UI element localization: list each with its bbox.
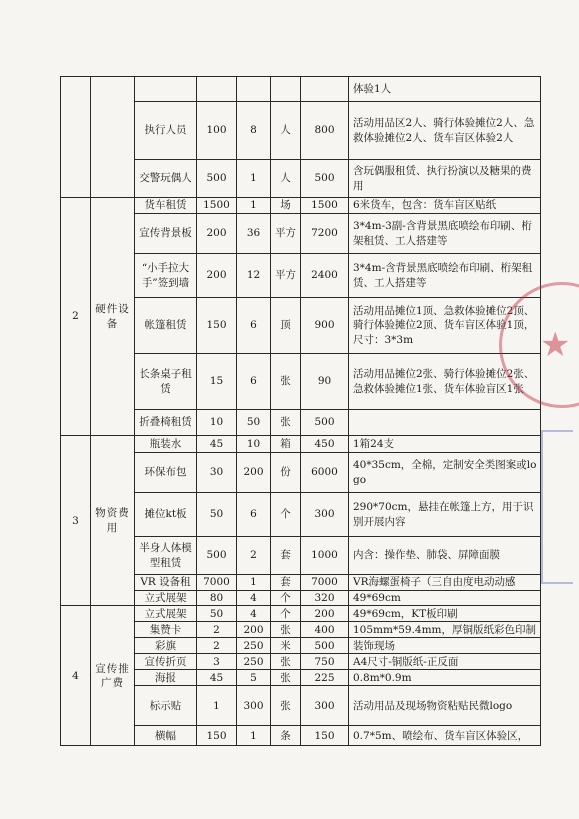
unit-cell: 人 — [271, 160, 301, 198]
unit-cell: 个 — [271, 606, 301, 622]
desc-cell: 含玩偶服租赁、执行扮演以及糖果的费用 — [349, 160, 541, 198]
qty-cell: 200 — [237, 453, 271, 493]
qty-cell: 6 — [237, 354, 271, 410]
item-cell: 标示贴 — [135, 686, 197, 726]
desc-cell: 活动用品摊位1顶、急救体验摊位2顶、骑行体验摊位2顶、货车盲区体验1顶，尺寸：3*3m — [349, 298, 541, 354]
price-cell: 80 — [197, 591, 237, 606]
unit-cell: 套 — [271, 575, 301, 591]
unit-cell: 场 — [271, 198, 301, 214]
item-cell: 宣传背景板 — [135, 214, 197, 254]
unit-cell: 张 — [271, 354, 301, 410]
unit-cell: 套 — [271, 537, 301, 575]
desc-cell: 装饰现场 — [349, 638, 541, 654]
unit-cell: 人 — [271, 102, 301, 160]
unit-cell: 米 — [271, 638, 301, 654]
total-cell: 500 — [301, 410, 349, 436]
price-cell: 500 — [197, 160, 237, 198]
total-cell: 750 — [301, 654, 349, 670]
category-cell: 物资费用 — [91, 436, 135, 606]
item-cell: 宣传折页 — [135, 654, 197, 670]
blue-stamp — [541, 430, 573, 584]
qty-cell: 250 — [237, 638, 271, 654]
desc-cell: 0.7*5m、喷绘布、货车盲区体验区， — [349, 726, 541, 746]
index-cell: 4 — [61, 606, 91, 746]
qty-cell: 10 — [237, 436, 271, 453]
total-cell: 320 — [301, 591, 349, 606]
unit-cell: 张 — [271, 686, 301, 726]
unit-cell: 平方 — [271, 254, 301, 298]
unit-cell: 张 — [271, 654, 301, 670]
qty-cell: 12 — [237, 254, 271, 298]
unit-cell: 张 — [271, 622, 301, 638]
total-cell: 200 — [301, 606, 349, 622]
total-cell: 500 — [301, 638, 349, 654]
item-cell: 摊位kt板 — [135, 493, 197, 537]
qty-cell: 1 — [237, 726, 271, 746]
item-cell — [135, 77, 197, 102]
index-cell — [61, 77, 91, 198]
table-row — [61, 606, 541, 622]
item-cell: 环保布包 — [135, 453, 197, 493]
qty-cell: 1 — [237, 198, 271, 214]
price-cell: 7000 — [197, 575, 237, 591]
total-cell: 400 — [301, 622, 349, 638]
item-cell: 立式展架 — [135, 591, 197, 606]
desc-cell: 活动用品摊位2张、骑行体验摊位2张、急救体验摊位1张、货车体验盲区1张 — [349, 354, 541, 410]
price-cell: 3 — [197, 654, 237, 670]
unit-cell: 顶 — [271, 298, 301, 354]
unit-cell: 个 — [271, 591, 301, 606]
price-cell: 200 — [197, 254, 237, 298]
desc-cell: 49*69cm，KT板印刷 — [349, 606, 541, 622]
item-cell: 瓶装水 — [135, 436, 197, 453]
qty-cell: 2 — [237, 537, 271, 575]
qty-cell: 4 — [237, 591, 271, 606]
total-cell — [301, 77, 349, 102]
total-cell: 6000 — [301, 453, 349, 493]
item-cell: 帐篷租赁 — [135, 298, 197, 354]
desc-cell: 6米货车，包含：货车盲区贴纸 — [349, 198, 541, 214]
total-cell: 800 — [301, 102, 349, 160]
desc-cell: 体验1人 — [349, 77, 541, 102]
item-cell: 交警玩偶人 — [135, 160, 197, 198]
qty-cell: 6 — [237, 298, 271, 354]
qty-cell: 4 — [237, 606, 271, 622]
item-cell: 折叠椅租赁 — [135, 410, 197, 436]
item-cell: 立式展架 — [135, 606, 197, 622]
item-cell: “小手拉大手”签到墙 — [135, 254, 197, 298]
desc-cell: 40*35cm，全棉，定制安全类图案或logo — [349, 453, 541, 493]
qty-cell: 8 — [237, 102, 271, 160]
category-cell: 硬件设备 — [91, 198, 135, 436]
unit-cell: 张 — [271, 670, 301, 686]
qty-cell: 1 — [237, 575, 271, 591]
total-cell: 150 — [301, 726, 349, 746]
desc-cell: 内含：操作垫、肺袋、屏障面膜 — [349, 537, 541, 575]
price-cell: 1500 — [197, 198, 237, 214]
table-row — [61, 77, 541, 102]
unit-cell: 张 — [271, 410, 301, 436]
qty-cell: 300 — [237, 686, 271, 726]
price-cell: 10 — [197, 410, 237, 436]
total-cell: 7200 — [301, 214, 349, 254]
unit-cell — [271, 77, 301, 102]
price-cell: 45 — [197, 670, 237, 686]
total-cell: 300 — [301, 686, 349, 726]
qty-cell: 5 — [237, 670, 271, 686]
desc-cell: 1箱24支 — [349, 436, 541, 453]
qty-cell: 6 — [237, 493, 271, 537]
budget-table — [60, 76, 541, 746]
price-cell: 100 — [197, 102, 237, 160]
qty-cell — [237, 77, 271, 102]
desc-cell: 3*4m-3副-含背景黑底喷绘布印刷、桁架租赁、工人搭建等 — [349, 214, 541, 254]
total-cell: 450 — [301, 436, 349, 453]
price-cell: 150 — [197, 726, 237, 746]
table-row — [61, 436, 541, 453]
total-cell: 500 — [301, 160, 349, 198]
index-cell: 3 — [61, 436, 91, 606]
unit-cell: 份 — [271, 453, 301, 493]
item-cell: 海报 — [135, 670, 197, 686]
price-cell: 2 — [197, 622, 237, 638]
qty-cell: 250 — [237, 654, 271, 670]
item-cell: 彩旗 — [135, 638, 197, 654]
item-cell: VR 设备租 — [135, 575, 197, 591]
total-cell: 900 — [301, 298, 349, 354]
total-cell: 1500 — [301, 198, 349, 214]
desc-cell: 3*4m-含背景黑底喷绘布印刷、桁架租赁、工人搭建等 — [349, 254, 541, 298]
unit-cell: 箱 — [271, 436, 301, 453]
category-cell: 宣传推广费 — [91, 606, 135, 746]
price-cell — [197, 77, 237, 102]
price-cell: 50 — [197, 493, 237, 537]
price-cell: 150 — [197, 298, 237, 354]
total-cell: 90 — [301, 354, 349, 410]
star-icon: ★ — [540, 325, 571, 365]
price-cell: 1 — [197, 686, 237, 726]
qty-cell: 200 — [237, 622, 271, 638]
qty-cell: 36 — [237, 214, 271, 254]
item-cell: 长条桌子租赁 — [135, 354, 197, 410]
item-cell: 集赞卡 — [135, 622, 197, 638]
price-cell: 50 — [197, 606, 237, 622]
desc-cell: 0.8m*0.9m — [349, 670, 541, 686]
price-cell: 45 — [197, 436, 237, 453]
item-cell: 货车租赁 — [135, 198, 197, 214]
price-cell: 500 — [197, 537, 237, 575]
price-cell: 15 — [197, 354, 237, 410]
total-cell: 1000 — [301, 537, 349, 575]
desc-cell: 活动用品区2人、骑行体验摊位2人、急救体验摊位2人、货车盲区体验2人 — [349, 102, 541, 160]
unit-cell: 条 — [271, 726, 301, 746]
total-cell: 2400 — [301, 254, 349, 298]
desc-cell: 活动用品及现场物资粘贴民微logo — [349, 686, 541, 726]
unit-cell: 个 — [271, 493, 301, 537]
item-cell: 半身人体模型租赁 — [135, 537, 197, 575]
unit-cell: 平方 — [271, 214, 301, 254]
desc-cell: 105mm*59.4mm，厚铜版纸彩色印制 — [349, 622, 541, 638]
item-cell: 横幅 — [135, 726, 197, 746]
total-cell: 7000 — [301, 575, 349, 591]
total-cell: 225 — [301, 670, 349, 686]
price-cell: 2 — [197, 638, 237, 654]
item-cell: 执行人员 — [135, 102, 197, 160]
index-cell: 2 — [61, 198, 91, 436]
qty-cell: 1 — [237, 160, 271, 198]
desc-cell: 290*70cm，悬挂在帐篷上方，用于识别开展内容 — [349, 493, 541, 537]
desc-cell: A4尺寸-铜版纸-正反面 — [349, 654, 541, 670]
qty-cell: 50 — [237, 410, 271, 436]
price-cell: 200 — [197, 214, 237, 254]
desc-cell: 49*69cm — [349, 591, 541, 606]
total-cell: 300 — [301, 493, 349, 537]
desc-cell — [349, 410, 541, 436]
category-cell — [91, 77, 135, 198]
desc-cell: VR海螺蛋椅子（三自由度电动动感 — [349, 575, 541, 591]
price-cell: 30 — [197, 453, 237, 493]
table-row — [61, 198, 541, 214]
